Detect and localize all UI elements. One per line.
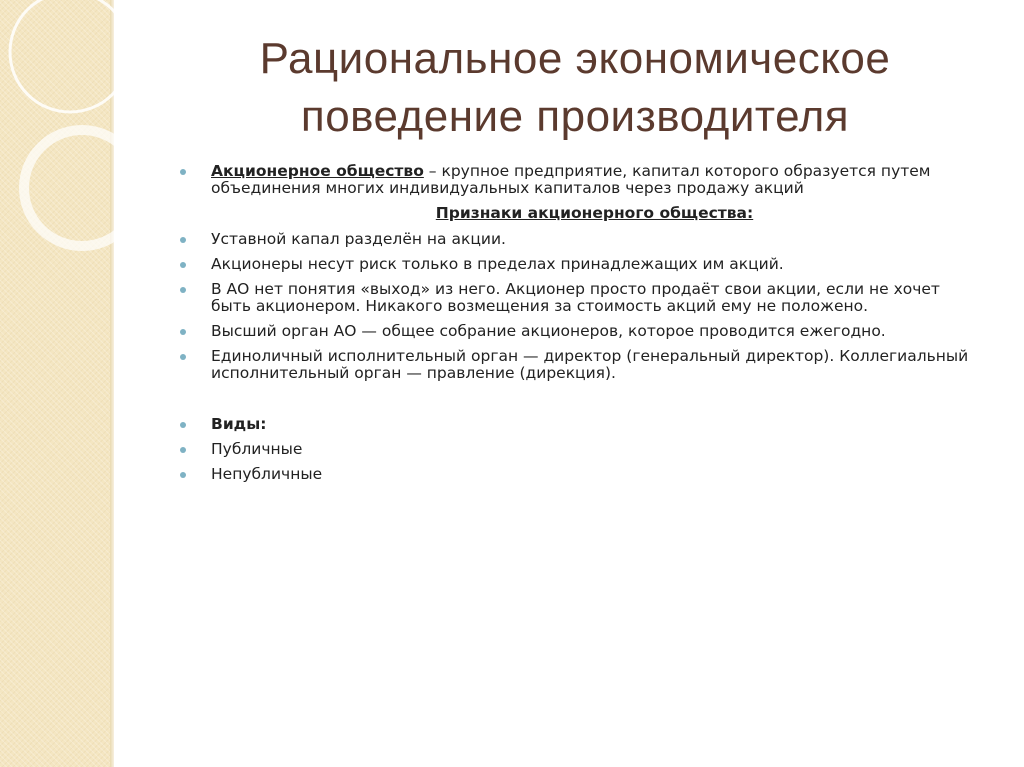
bullet-icon (180, 472, 186, 478)
slide-content (178, 163, 978, 491)
bullet-icon (180, 329, 186, 335)
feature-text: Уставной капал разделён на акции. (211, 230, 506, 248)
ring-upper (10, 0, 130, 112)
feature-text: Акционеры несут риск только в пределах принадлежащих им акций. (211, 255, 784, 273)
type-text: Непубличные (211, 465, 323, 483)
ring-lower (24, 130, 140, 246)
types-heading: Виды: (211, 415, 267, 433)
bullet-icon (180, 287, 186, 293)
bullet-icon (180, 422, 186, 428)
type-item (178, 466, 978, 483)
bullet-icon (180, 169, 186, 175)
bullet-icon (180, 262, 186, 268)
type-item (178, 441, 978, 458)
title-line-1: Рациональное экономическое (259, 34, 891, 83)
spacer (178, 390, 978, 416)
feature-item (178, 348, 978, 382)
decorative-rings (0, 0, 140, 260)
types-heading-item (178, 416, 978, 433)
definition-item (178, 163, 978, 197)
bullet-icon (180, 237, 186, 243)
bullet-icon (180, 447, 186, 453)
feature-item (178, 323, 978, 340)
feature-text: В АО нет понятия «выход» из него. Акционер просто продаёт свои акции, если не хочет быть акционером. Никакого возмещения за стоимость акций ему не положено. (211, 280, 940, 315)
feature-item (178, 231, 978, 248)
definition-term: Акционерное общество (211, 162, 424, 180)
type-text: Публичные (211, 440, 303, 458)
feature-item (178, 281, 978, 315)
slide-title (150, 30, 1000, 146)
title-line-2: поведение производителя (300, 92, 850, 141)
feature-text: Высший орган АО — общее собрание акционеров, которое проводится ежегодно. (211, 322, 886, 340)
definition-text: – крупное предприятие, капитал которого образуется путем объединения многих индивидуальных капиталов через продажу акций (211, 162, 931, 197)
bullet-icon (180, 354, 186, 360)
feature-text: Единоличный исполнительный орган — директор (генеральный директор). Коллегиальный исполнительный орган — правление (дирекция). (211, 347, 969, 382)
features-heading: Признаки акционерного общества: (435, 204, 754, 222)
feature-item (178, 256, 978, 273)
